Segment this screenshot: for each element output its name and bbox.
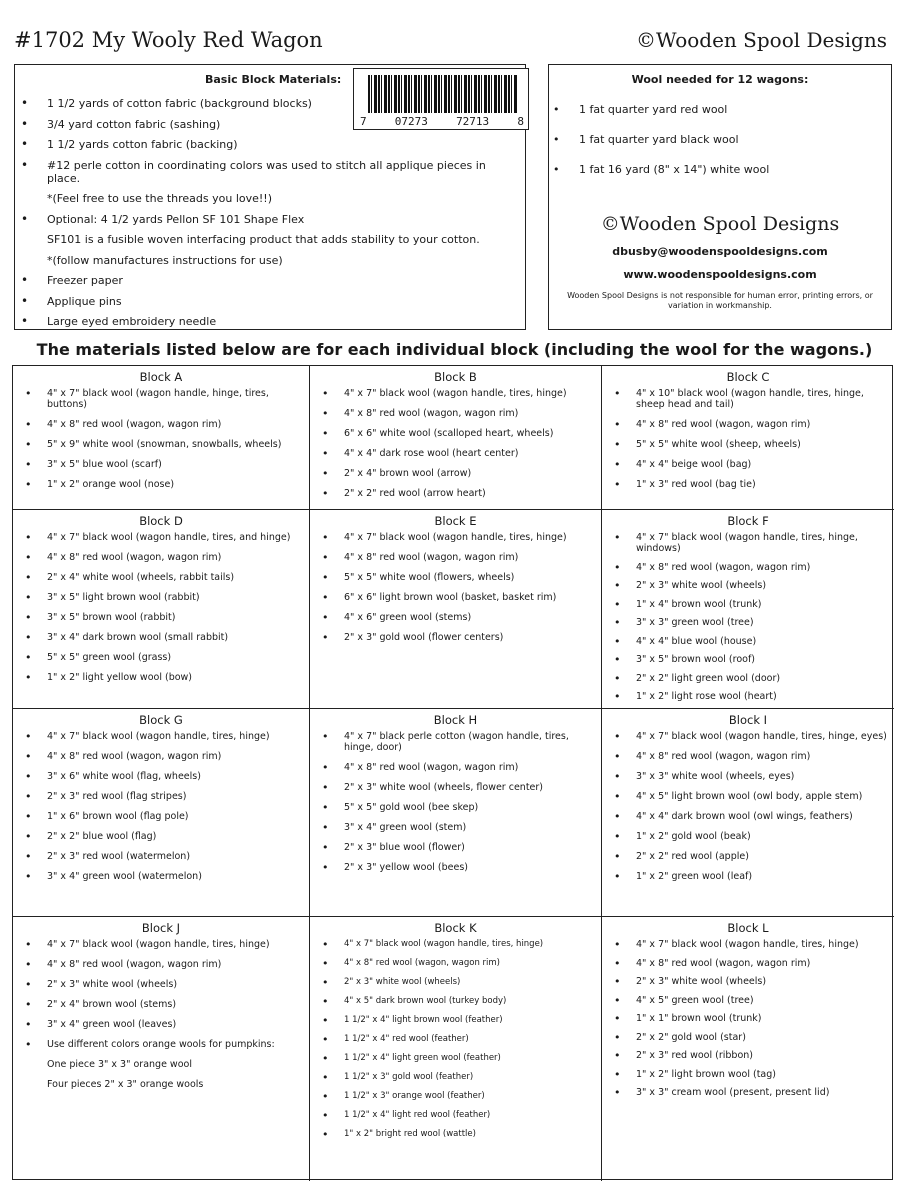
material-item: • #12 perle cotton in coordinating colors was used to stitch all applique pieces in place.: [47, 159, 517, 185]
block-material-item: • 2" x 2" light green wool (door): [636, 673, 888, 684]
block-material-item: • 3" x 4" green wool (stem): [344, 822, 595, 833]
block-cell: [310, 366, 602, 510]
block-material-item: • 6" x 6" light brown wool (basket, basket rim): [344, 592, 595, 603]
block-cell: [602, 917, 894, 1181]
block-cell: [602, 709, 894, 917]
block-material-item: • 1 1/2" x 3" gold wool (feather): [344, 1072, 595, 1083]
block-material-item: • 4" x 7" black perle cotton (wagon handle, tires, hinge, door): [344, 731, 595, 753]
block-material-item: • 2" x 3" white wool (wheels): [636, 580, 888, 591]
block-material-item: • 1" x 2" gold wool (beak): [636, 831, 888, 842]
block-material-item: • 1" x 2" light rose wool (heart): [636, 691, 888, 702]
material-item: *(Feel free to use the threads you love!!): [47, 192, 273, 205]
block-cell: [13, 510, 310, 709]
block-material-item: • 4" x 8" red wool (wagon, wagon rim): [47, 959, 303, 970]
block-material-list: [636, 532, 888, 702]
basic-materials-list: [47, 97, 517, 336]
block-material-item: • 4" x 7" black wool (wagon handle, tires, hinge): [47, 939, 303, 950]
block-material-item: • 1 1/2" x 4" red wool (feather): [344, 1034, 595, 1045]
block-material-item: • 4" x 5" green wool (tree): [636, 995, 888, 1006]
block-material-item: • 2" x 4" brown wool (stems): [47, 999, 303, 1010]
material-item: • Applique pins: [47, 295, 517, 308]
block-material-list: [47, 731, 303, 882]
block-material-item: • 4" x 4" dark rose wool (heart center): [344, 448, 595, 459]
block-material-item: • 2" x 2" blue wool (flag): [47, 831, 303, 842]
material-item: SF101 is a fusible woven interfacing product that adds stability to your cotton.: [47, 233, 480, 246]
block-material-item: • 3" x 6" white wool (flag, wheels): [47, 771, 303, 782]
block-material-list: [47, 388, 303, 490]
block-title: Block A: [139, 370, 183, 384]
block-material-item: • 2" x 3" red wool (flag stripes): [47, 791, 303, 802]
block-material-list: [636, 388, 888, 490]
block-cell: [13, 366, 310, 510]
block-material-item: • 6" x 6" white wool (scalloped heart, wheels): [344, 428, 595, 439]
block-title: Block G: [139, 713, 183, 727]
block-material-item: • 4" x 4" beige wool (bag): [636, 459, 888, 470]
block-cell: [310, 510, 602, 709]
barcode-digit-group: 8: [517, 115, 524, 128]
block-material-item: • 5" x 5" green wool (grass): [47, 652, 303, 663]
block-title: Block F: [727, 514, 769, 528]
block-material-item: • 1" x 2" light brown wool (tag): [636, 1069, 888, 1080]
block-material-item: • 1 1/2" x 4" light red wool (feather): [344, 1110, 595, 1121]
brand-website: www.woodenspooldesigns.com: [623, 268, 817, 281]
block-material-item: • 4" x 6" green wool (stems): [344, 612, 595, 623]
block-material-item: • 5" x 9" white wool (snowman, snowballs, wheels): [47, 439, 303, 450]
block-material-item: • 2" x 3" gold wool (flower centers): [344, 632, 595, 643]
barcode-digit-group: 07273: [394, 115, 428, 128]
block-title: Block D: [139, 514, 183, 528]
block-cell: [13, 917, 310, 1181]
brand-disclaimer: Wooden Spool Designs is not responsible for human error, printing errors, or variation in workmanship.: [567, 291, 873, 310]
block-material-item: • Use different colors orange wools for pumpkins:: [47, 1039, 303, 1050]
block-material-item: • 1" x 2" bright red wool (wattle): [344, 1129, 595, 1140]
block-material-item: • 2" x 4" white wool (wheels, rabbit tails): [47, 572, 303, 583]
block-material-list: [47, 939, 303, 1090]
block-material-item: • 4" x 7" black wool (wagon handle, tires, hinge): [47, 731, 303, 742]
block-cell: [602, 510, 894, 709]
material-item: • 1 1/2 yards of cotton fabric (background blocks): [47, 97, 517, 110]
block-cell: [310, 709, 602, 917]
material-item: • Large eyed embroidery needle: [47, 315, 517, 328]
wool-needed-title: Wool needed for 12 wagons:: [631, 73, 809, 86]
material-item: • Optional: 4 1/2 yards Pellon SF 101 Shape Flex: [47, 213, 517, 226]
block-cell: [602, 366, 894, 510]
material-item: • 1 1/2 yards cotton fabric (backing): [47, 138, 517, 151]
block-material-item: • 5" x 5" white wool (flowers, wheels): [344, 572, 595, 583]
block-material-item: Four pieces 2" x 3" orange wools: [47, 1079, 204, 1090]
block-material-item: • 5" x 5" white wool (sheep, wheels): [636, 439, 888, 450]
block-material-item: • 3" x 5" brown wool (roof): [636, 654, 888, 665]
block-material-item: • 3" x 4" dark brown wool (small rabbit): [47, 632, 303, 643]
block-title: Block J: [141, 921, 181, 935]
block-material-item: • 1" x 2" light yellow wool (bow): [47, 672, 303, 683]
wool-needed-item: • 1 fat quarter yard black wool: [579, 133, 739, 146]
section-title: The materials listed below are for each individual block (including the wool for the wagons.): [36, 340, 873, 359]
block-material-item: • 4" x 8" red wool (wagon, wagon rim): [47, 751, 303, 762]
block-material-item: • 2" x 3" red wool (ribbon): [636, 1050, 888, 1061]
block-material-item: • 4" x 8" red wool (wagon, wagon rim): [636, 562, 888, 573]
block-material-item: • 4" x 8" red wool (wagon, wagon rim): [344, 958, 595, 969]
wool-needed-box: [548, 64, 892, 330]
block-material-item: • 4" x 10" black wool (wagon handle, tires, hinge, sheep head and tail): [636, 388, 888, 410]
block-material-item: • 1" x 6" brown wool (flag pole): [47, 811, 303, 822]
block-material-item: • 3" x 5" blue wool (scarf): [47, 459, 303, 470]
block-material-list: [344, 388, 595, 499]
blocks-grid: [12, 365, 893, 1180]
block-material-item: • 4" x 5" dark brown wool (turkey body): [344, 996, 595, 1007]
pattern-title: #1702 My Wooly Red Wagon: [14, 28, 323, 52]
block-title: Block B: [434, 370, 477, 384]
block-title: Block L: [727, 921, 769, 935]
block-material-item: • 3" x 4" green wool (leaves): [47, 1019, 303, 1030]
block-title: Block I: [728, 713, 768, 727]
block-material-item: • 2" x 2" gold wool (star): [636, 1032, 888, 1043]
brand-email: dbusby@woodenspooldesigns.com: [612, 245, 828, 258]
block-material-item: • 4" x 7" black wool (wagon handle, hinge, tires, buttons): [47, 388, 303, 410]
barcode-digit-group: 7: [360, 115, 367, 128]
material-item: • Freezer paper: [47, 274, 517, 287]
block-material-item: • 2" x 3" blue wool (flower): [344, 842, 595, 853]
block-material-item: • 1" x 1" brown wool (trunk): [636, 1013, 888, 1024]
block-material-item: • 2" x 4" brown wool (arrow): [344, 468, 595, 479]
block-title: Block C: [726, 370, 770, 384]
block-material-item: • 3" x 5" light brown wool (rabbit): [47, 592, 303, 603]
block-material-item: • 4" x 8" red wool (wagon, wagon rim): [344, 552, 595, 563]
block-material-list: [636, 939, 888, 1098]
material-item: • 3/4 yard cotton fabric (sashing): [47, 118, 517, 131]
block-title: Block E: [434, 514, 477, 528]
block-material-item: • 4" x 4" dark brown wool (owl wings, feathers): [636, 811, 888, 822]
block-material-item: • 1 1/2" x 3" orange wool (feather): [344, 1091, 595, 1102]
block-material-item: • 4" x 8" red wool (wagon, wagon rim): [636, 751, 888, 762]
basic-materials-title: Basic Block Materials:: [205, 73, 342, 86]
block-cell: [310, 917, 602, 1181]
block-material-item: • 2" x 3" white wool (wheels, flower center): [344, 782, 595, 793]
block-title: Block K: [434, 921, 477, 935]
block-material-item: • 4" x 7" black wool (wagon handle, tires, hinge): [636, 939, 888, 950]
block-material-item: • 4" x 8" red wool (wagon, wagon rim): [344, 408, 595, 419]
block-material-item: • 2" x 2" red wool (apple): [636, 851, 888, 862]
block-material-item: • 3" x 3" white wool (wheels, eyes): [636, 771, 888, 782]
block-material-item: • 4" x 7" black wool (wagon handle, tires, and hinge): [47, 532, 303, 543]
wool-needed-item: • 1 fat quarter yard red wool: [579, 103, 727, 116]
block-material-item: • 1 1/2" x 4" light brown wool (feather): [344, 1015, 595, 1026]
block-material-item: • 1" x 2" green wool (leaf): [636, 871, 888, 882]
block-material-item: • 3" x 3" cream wool (present, present lid): [636, 1087, 888, 1098]
block-material-item: • 2" x 2" red wool (arrow heart): [344, 488, 595, 499]
block-material-list: [344, 939, 595, 1140]
block-material-item: • 2" x 3" yellow wool (bees): [344, 862, 595, 873]
block-material-item: • 4" x 8" red wool (wagon, wagon rim): [47, 419, 303, 430]
block-material-list: [636, 731, 888, 882]
block-material-item: • 2" x 3" red wool (watermelon): [47, 851, 303, 862]
block-material-item: • 3" x 5" brown wool (rabbit): [47, 612, 303, 623]
company-name: ©Wooden Spool Designs: [636, 28, 887, 52]
block-material-item: • 4" x 7" black wool (wagon handle, tires, hinge, eyes): [636, 731, 888, 742]
block-material-item: • 4" x 7" black wool (wagon handle, tires, hinge, windows): [636, 532, 888, 554]
block-material-item: • 3" x 3" green wool (tree): [636, 617, 888, 628]
wool-needed-item: • 1 fat 16 yard (8" x 14") white wool: [579, 163, 769, 176]
block-material-item: • 2" x 3" white wool (wheels): [344, 977, 595, 988]
block-material-item: • 4" x 7" black wool (wagon handle, tires, hinge): [344, 532, 595, 543]
block-material-item: • 1" x 2" orange wool (nose): [47, 479, 303, 490]
brand-name: ©Wooden Spool Designs: [600, 213, 840, 235]
block-material-item: • 1" x 3" red wool (bag tie): [636, 479, 888, 490]
block-cell: [13, 709, 310, 917]
block-material-item: • 3" x 4" green wool (watermelon): [47, 871, 303, 882]
block-material-item: • 4" x 4" blue wool (house): [636, 636, 888, 647]
block-material-item: • 4" x 8" red wool (wagon, wagon rim): [47, 552, 303, 563]
block-material-list: [47, 532, 303, 683]
block-material-item: • 2" x 3" white wool (wheels): [636, 976, 888, 987]
block-material-item: • 4" x 7" black wool (wagon handle, tires, hinge): [344, 388, 595, 399]
block-material-item: • 4" x 8" red wool (wagon, wagon rim): [344, 762, 595, 773]
material-item: *(follow manufactures instructions for use): [47, 253, 283, 267]
block-material-item: • 5" x 5" gold wool (bee skep): [344, 802, 595, 813]
block-material-list: [344, 532, 595, 643]
block-material-list: [344, 731, 595, 873]
block-material-item: • 4" x 5" light brown wool (owl body, apple stem): [636, 791, 888, 802]
basic-materials-box: [14, 64, 526, 330]
block-material-item: • 1" x 4" brown wool (trunk): [636, 599, 888, 610]
block-material-item: • 4" x 8" red wool (wagon, wagon rim): [636, 958, 888, 969]
block-material-item: • 4" x 7" black wool (wagon handle, tires, hinge): [344, 939, 595, 950]
block-material-item: • 1 1/2" x 4" light green wool (feather): [344, 1053, 595, 1064]
block-material-item: • 4" x 8" red wool (wagon, wagon rim): [636, 419, 888, 430]
block-title: Block H: [433, 713, 478, 727]
block-material-item: • 2" x 3" white wool (wheels): [47, 979, 303, 990]
block-material-item: One piece 3" x 3" orange wool: [47, 1059, 192, 1070]
barcode-digit-group: 72713: [456, 115, 490, 128]
